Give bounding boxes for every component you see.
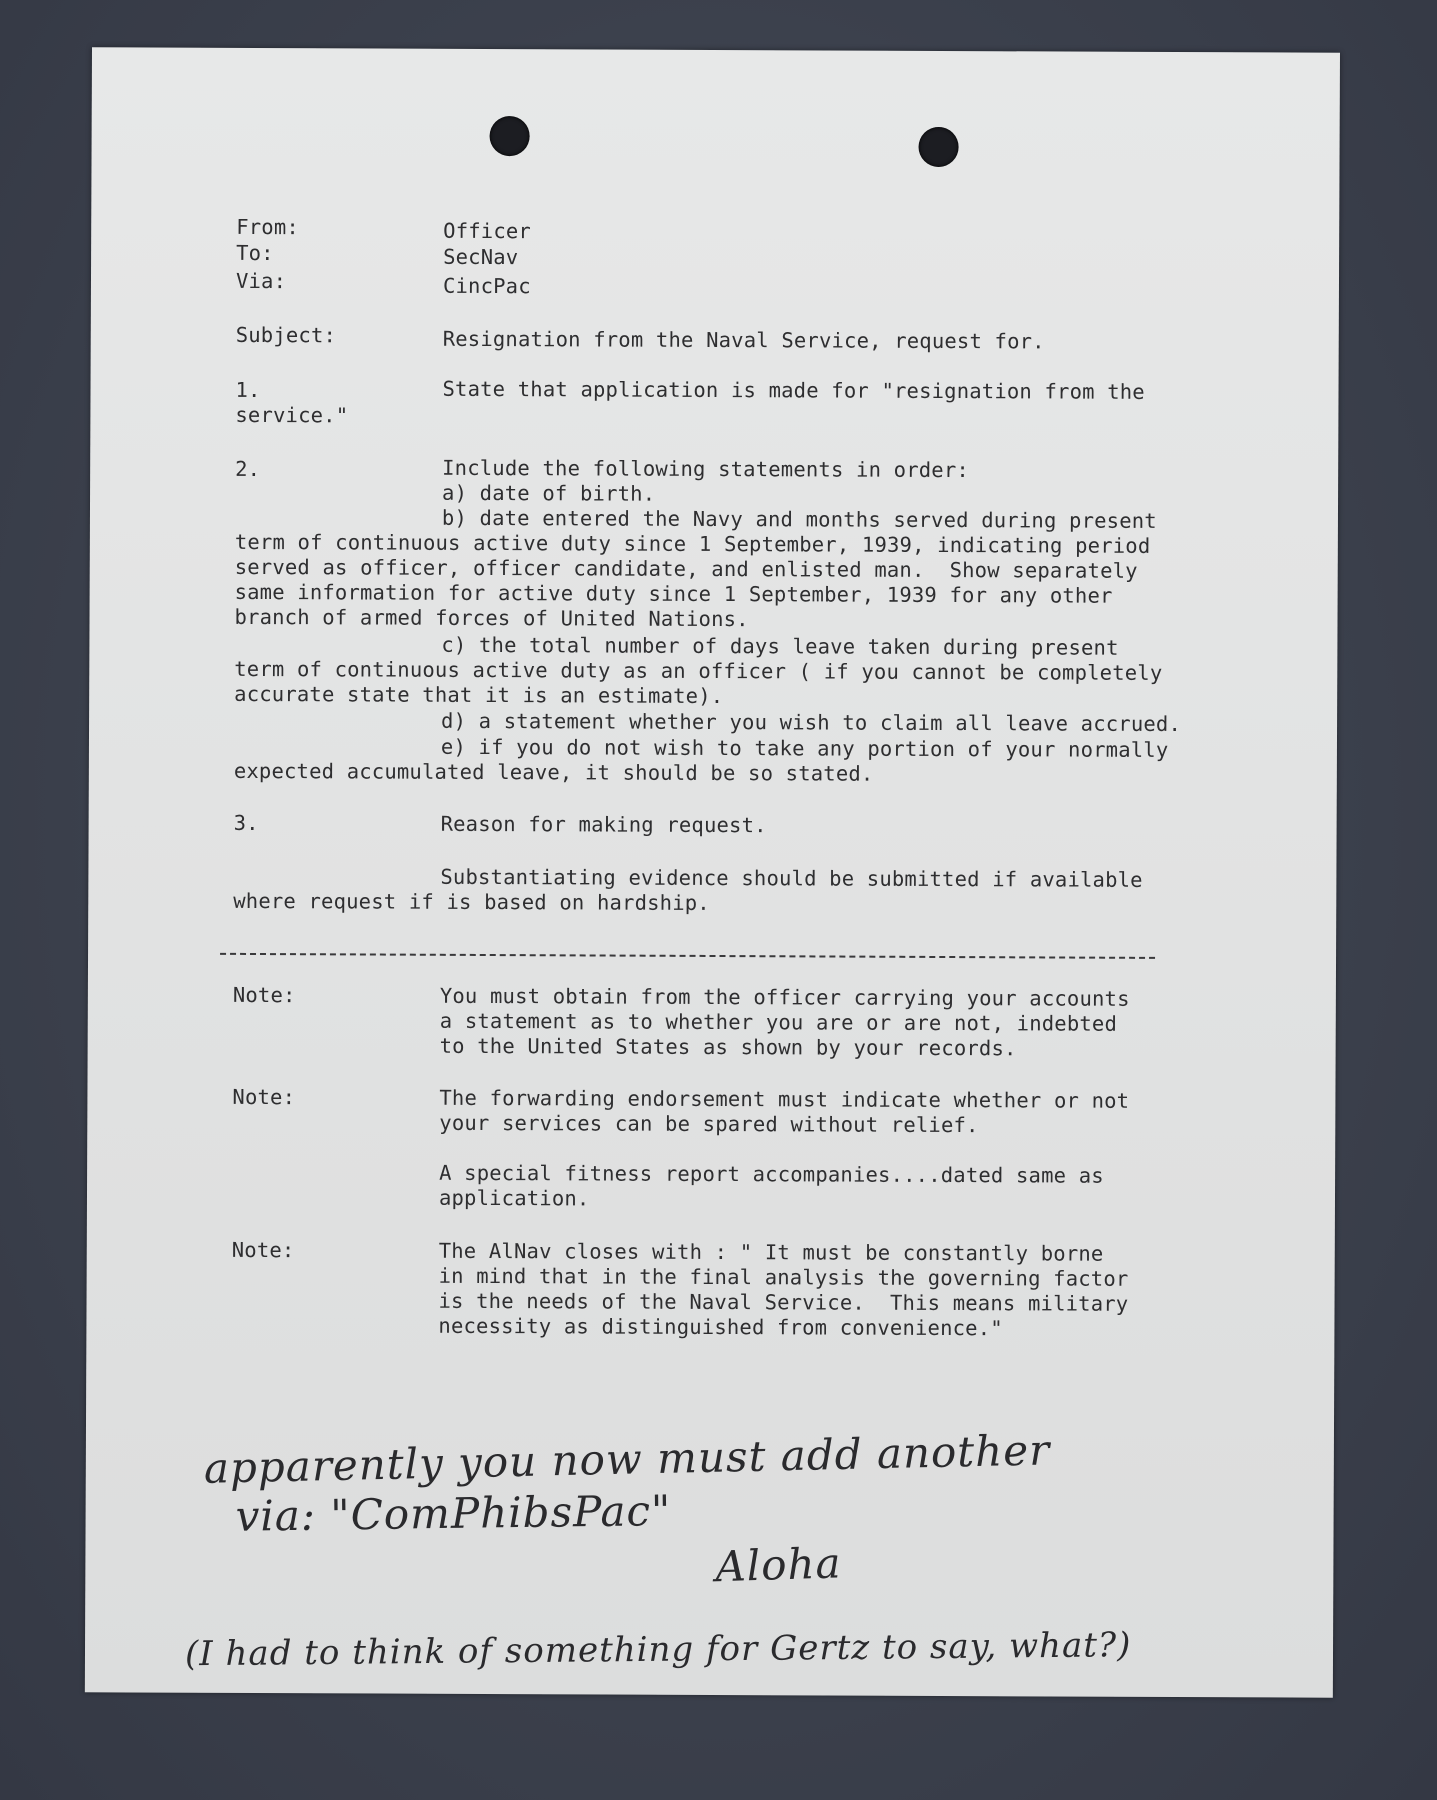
via-label: Via: (235, 268, 287, 294)
handwritten-signoff: Aloha (714, 1538, 843, 1592)
item-2b-cont: branch of armed forces of United Nations. (234, 604, 749, 632)
from-label: From: (236, 214, 299, 240)
via-value: CincPac (442, 273, 531, 299)
item-2e-cont: expected accumulated leave, it should be so stated. (233, 758, 874, 786)
item-2c-cont: term of continuous active duty as an officer ( if you cannot be completely (234, 656, 1163, 685)
item-1-text: State that application is made for "resignation from the (442, 376, 1145, 404)
item-2b-cont: served as officer, officer candidate, and enlisted man. Show separately (234, 554, 1138, 583)
note-3-text: in mind that in the final analysis the governing factor (438, 1263, 1129, 1291)
punch-hole (490, 116, 530, 156)
item-2-intro: Include the following statements in order: (442, 455, 969, 483)
to-label: To: (236, 240, 274, 266)
handwritten-line-1: apparently you now must add another (203, 1425, 1051, 1493)
item-2c: c) the total number of days leave taken during present (441, 632, 1119, 660)
note-1-text: to the United States as shown by your records. (439, 1033, 1017, 1061)
note-2-text: your services can be spared without relief. (439, 1110, 979, 1138)
note-1-text: a statement as to whether you are or are not, indebted (439, 1008, 1118, 1036)
item-1-text-cont: service." (235, 402, 349, 428)
subject-label: Subject: (235, 322, 337, 348)
item-2c-cont: accurate state that it is an estimate). (234, 681, 724, 709)
subject-value: Resignation from the Naval Service, request for. (442, 326, 1045, 354)
note-2-fitness: application. (438, 1185, 590, 1211)
item-2b: b) date entered the Navy and months served during present (441, 505, 1157, 533)
note-3-label: Note: (231, 1237, 295, 1263)
item-2a: a) date of birth. (442, 480, 656, 506)
item-2b-cont: same information for active duty since 1 September, 1939 for any other (234, 579, 1113, 608)
note-2-fitness: A special fitness report accompanies....dated same as (439, 1160, 1104, 1188)
note-2-label: Note: (232, 1084, 296, 1110)
dashed-divider (220, 953, 1155, 959)
note-2-text: The forwarding endorsement must indicate whether or not (439, 1085, 1130, 1113)
note-3-text: necessity as distinguished from convenience." (438, 1313, 1003, 1341)
from-value: Officer (443, 218, 532, 244)
item-2-number: 2. (235, 456, 261, 482)
item-3-text: Reason for making request. (440, 811, 767, 838)
item-1-number: 1. (235, 377, 261, 403)
handwritten-line-4: (I had to think of something for Gertz to say, what?) (184, 1625, 1132, 1675)
item-2e: e) if you do not wish to take any portion of your normally (440, 734, 1169, 762)
note-1-text: You must obtain from the officer carrying your accounts (439, 983, 1130, 1011)
item-2b-cont: term of continuous active duty since 1 September, 1939, indicating period (234, 529, 1151, 558)
item-3-substantiating: Substantiating evidence should be submitted if available (440, 864, 1143, 892)
item-2d: d) a statement whether you wish to claim all leave accrued. (441, 708, 1182, 737)
note-3-text: The AlNav closes with : " It must be constantly borne (438, 1238, 1104, 1266)
to-value: SecNav (443, 244, 519, 270)
punch-hole (918, 127, 958, 167)
document-page (85, 47, 1340, 1697)
handwritten-line-2: via: "ComPhibsPac" (235, 1486, 672, 1541)
item-3-number: 3. (233, 810, 259, 836)
note-3-text: is the needs of the Naval Service. This means military (438, 1288, 1129, 1316)
item-3-substantiating-cont: where request if is based on hardship. (233, 888, 710, 915)
note-1-label: Note: (232, 982, 296, 1008)
